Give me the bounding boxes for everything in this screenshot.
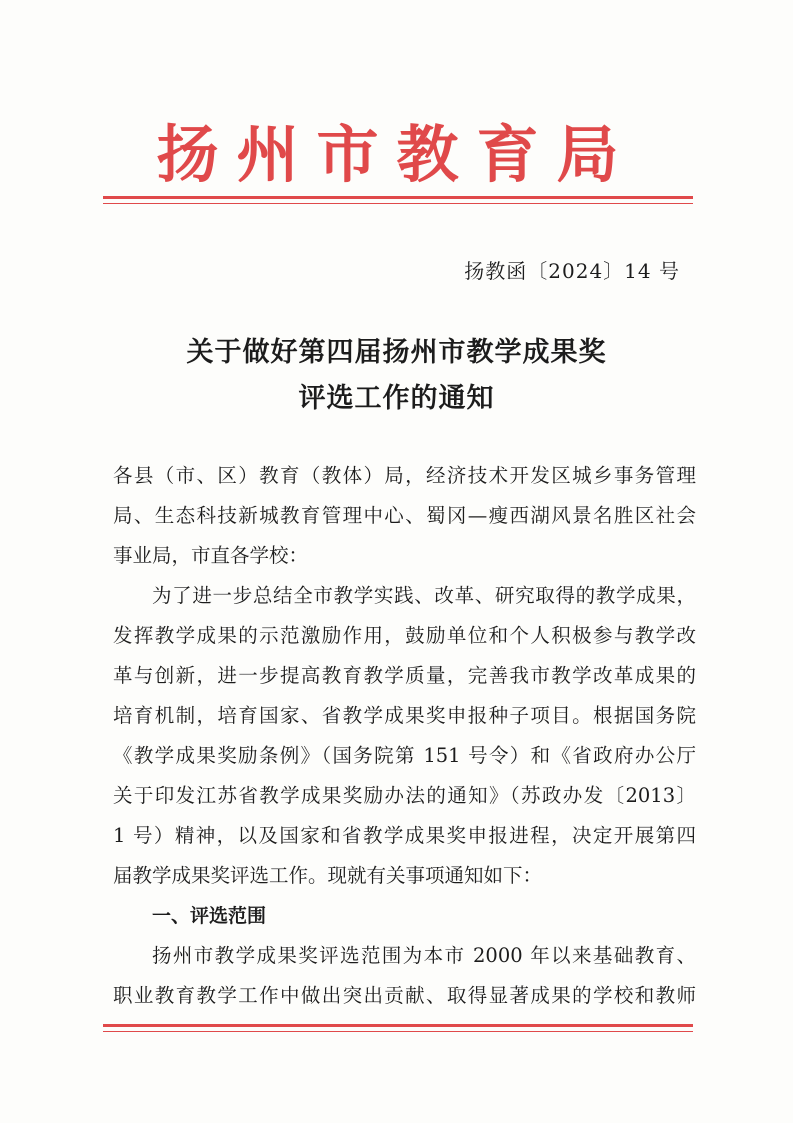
paragraph-line: 届教学成果奖评选工作。现就有关事项通知如下： [113, 864, 543, 887]
addressee-line: 各县（市、区）教育（教体）局，经济技术开发区城乡事务管理 [113, 464, 696, 487]
paragraph-line: 革与创新，进一步提高教育教学质量，完善我市教学改革成果的 [113, 664, 696, 687]
paragraph-line: 职业教育教学工作中做出突出贡献、取得显著成果的学校和教师 [113, 984, 696, 1007]
section-heading: 一、评选范围 [152, 905, 267, 927]
title-line-2: 评选工作的通知 [298, 383, 495, 414]
document-body [113, 456, 696, 1016]
paragraph-line: 发挥教学成果的示范激励作用，鼓励单位和个人积极参与教学改 [113, 624, 696, 647]
header-red-rule-thin [103, 203, 693, 204]
paragraph-line: 《教学成果奖励条例》（国务院第 151 号令）和《省政府办公厅 [113, 744, 696, 767]
header-red-rule [103, 196, 693, 199]
footer-red-rule-thin [103, 1031, 693, 1032]
addressee-line: 局、生态科技新城教育管理中心、蜀冈—瘦西湖风景名胜区社会 [113, 504, 696, 527]
paragraph-line: 关于印发江苏省教学成果奖励办法的通知》（苏政办发〔2013〕 [113, 784, 696, 807]
addressee-line: 事业局，市直各学校： [113, 544, 309, 567]
title-line-1: 关于做好第四届扬州市教学成果奖 [186, 337, 607, 368]
paragraph-line: 扬州市教学成果奖评选范围为本市 2000 年以来基础教育、 [152, 944, 696, 967]
footer-red-rule [103, 1024, 693, 1027]
paragraph-line: 培育机制，培育国家、省教学成果奖申报种子项目。根据国务院 [113, 704, 696, 727]
paragraph-line: 为了进一步总结全市教学实践、改革、研究取得的教学成果， [152, 584, 696, 607]
issuing-organization-header: 扬州市教育局 [156, 118, 637, 191]
paragraph-line: 1 号）精神，以及国家和省教学成果奖申报进程，决定开展第四 [113, 824, 696, 847]
document-title [0, 330, 793, 422]
document-number: 扬教函〔2024〕14 号 [464, 259, 680, 283]
